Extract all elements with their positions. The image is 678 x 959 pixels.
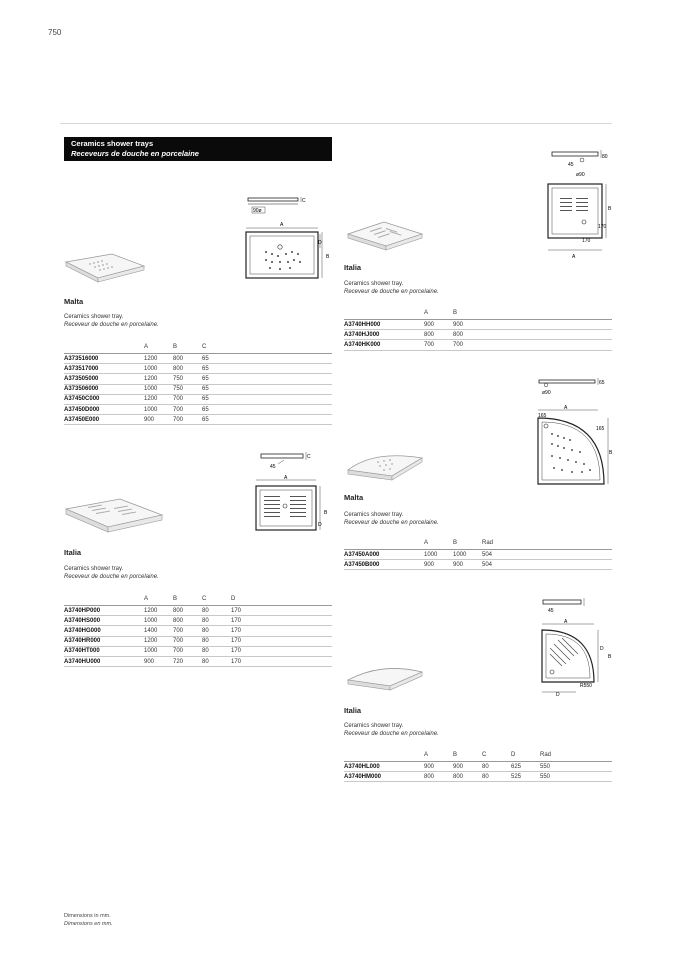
malta-quadrant-side-profile bbox=[536, 376, 610, 398]
dimension-value: 504 bbox=[482, 550, 511, 560]
description-en: Ceramics shower tray. bbox=[344, 723, 404, 729]
dimension-value: 900 bbox=[424, 762, 453, 772]
italia-quadrant-dim-a: A bbox=[564, 619, 568, 625]
italia-square-dim-angle: 45 bbox=[568, 162, 574, 168]
italia-square-dim-b: B bbox=[608, 206, 612, 212]
malta-top-drawing bbox=[240, 220, 338, 282]
table-header-row bbox=[64, 593, 332, 606]
dimension-value: 80 bbox=[482, 772, 511, 782]
footer-note bbox=[64, 913, 113, 928]
dimension-value: 900 bbox=[144, 415, 173, 425]
dimension-value: 1400 bbox=[144, 626, 173, 636]
dimension-value: 800 bbox=[173, 354, 202, 364]
malta-tray-photo bbox=[62, 250, 147, 285]
dimension-value: 900 bbox=[453, 320, 482, 330]
malta-quadrant-top-drawing bbox=[532, 404, 614, 490]
italia-tray-photo bbox=[62, 495, 166, 537]
dimension-value: 1000 bbox=[424, 550, 453, 560]
column-header bbox=[344, 307, 424, 320]
malta-side-profile bbox=[245, 194, 307, 216]
column-header bbox=[344, 749, 424, 762]
dimension-value: 800 bbox=[173, 616, 202, 626]
product-code: A373505000 bbox=[64, 374, 144, 384]
product-code: A37450A000 bbox=[344, 550, 424, 560]
product-name: Malta bbox=[64, 297, 84, 306]
malta-quadrant-dim-d2: 165 bbox=[596, 426, 605, 432]
italia-dim-b: B bbox=[324, 510, 328, 516]
product-code: A3740HJ000 bbox=[344, 330, 424, 340]
description-en: Ceramics shower tray. bbox=[344, 281, 404, 287]
dimension-value: 525 bbox=[511, 772, 540, 782]
product-code: A37450C000 bbox=[64, 394, 144, 404]
product-code: A3740HP000 bbox=[64, 606, 144, 616]
italia-quadrant-photo bbox=[344, 662, 426, 692]
dimension-value: 80 bbox=[202, 646, 231, 656]
product-code: A3740HT000 bbox=[64, 646, 144, 656]
italia-quadrant-dim-angle: 45 bbox=[548, 608, 554, 614]
italia-square-dim-h: 80 bbox=[602, 154, 608, 160]
column-header: D bbox=[511, 752, 516, 758]
italia-square-dim-a: A bbox=[572, 254, 576, 260]
dimension-value: 170 bbox=[231, 626, 260, 636]
dimension-value: 700 bbox=[173, 646, 202, 656]
dimension-value: 750 bbox=[173, 374, 202, 384]
table-row bbox=[64, 384, 332, 394]
dimension-value: 1000 bbox=[144, 364, 173, 374]
dimension-value: 1000 bbox=[144, 616, 173, 626]
table-row bbox=[64, 374, 332, 384]
product-code: A3740HR000 bbox=[64, 636, 144, 646]
dimension-value: 700 bbox=[173, 394, 202, 404]
dimension-value: 170 bbox=[231, 636, 260, 646]
italia-dim-d: D bbox=[318, 522, 322, 528]
description-en: Ceramics shower tray. bbox=[64, 566, 124, 572]
malta-quadrant-photo bbox=[344, 448, 426, 482]
dimension-value: 900 bbox=[453, 762, 482, 772]
table-header-row bbox=[344, 307, 612, 320]
dimension-value: 1000 bbox=[144, 404, 173, 414]
dimension-value: 625 bbox=[511, 762, 540, 772]
product-code: A3740HG000 bbox=[64, 626, 144, 636]
column-header: A bbox=[424, 752, 429, 758]
italia-dim-angle: 45 bbox=[270, 464, 276, 470]
italia-quadrant-dim-d: D bbox=[600, 646, 604, 652]
dimension-value: 80 bbox=[482, 762, 511, 772]
column-header: C bbox=[482, 752, 487, 758]
product-description bbox=[344, 511, 439, 527]
column-header: B bbox=[453, 310, 458, 316]
product-code: A3740HL000 bbox=[344, 762, 424, 772]
column-header: D bbox=[231, 596, 236, 602]
dimension-value: 504 bbox=[482, 560, 511, 570]
description-fr: Receveur de douche en porcelaine. bbox=[64, 322, 159, 328]
spec-table-malta bbox=[64, 341, 332, 425]
dimension-value: 65 bbox=[202, 394, 231, 404]
table-row bbox=[64, 394, 332, 404]
italia-quadrant-dim-b: B bbox=[608, 654, 612, 660]
product-name: Italia bbox=[344, 706, 362, 715]
description-fr: Receveur de douche en porcelaine. bbox=[344, 289, 439, 295]
dimension-value: 720 bbox=[173, 656, 202, 666]
table-row bbox=[64, 646, 332, 656]
dimension-value: 550 bbox=[540, 772, 569, 782]
dimension-value: 800 bbox=[424, 772, 453, 782]
dimension-value: 80 bbox=[202, 606, 231, 616]
malta-quadrant-dim-d1: 165 bbox=[538, 413, 547, 419]
table-header-row bbox=[344, 749, 612, 762]
italia-square-dim-dia: ø90 bbox=[576, 172, 585, 178]
footer-en: Dimensions in mm. bbox=[64, 913, 111, 919]
dimension-value: 750 bbox=[173, 384, 202, 394]
column-header bbox=[64, 593, 144, 606]
table-row bbox=[64, 626, 332, 636]
italia-quadrant-dim-r: R550 bbox=[580, 683, 592, 689]
product-name: Italia bbox=[64, 548, 82, 557]
table-row bbox=[64, 656, 332, 666]
dimension-value: 65 bbox=[202, 384, 231, 394]
table-row bbox=[64, 415, 332, 425]
italia-quadrant-side-profile bbox=[540, 596, 592, 616]
dimension-value: 550 bbox=[540, 762, 569, 772]
column-header bbox=[344, 537, 424, 550]
product-name: Malta bbox=[344, 493, 364, 502]
dimension-value: 65 bbox=[202, 374, 231, 384]
dimension-value: 900 bbox=[144, 656, 173, 666]
footer-fr: Dimensions en mm. bbox=[64, 920, 113, 927]
dimension-value: 170 bbox=[231, 646, 260, 656]
malta-quadrant-dim-dia: ø90 bbox=[542, 390, 551, 396]
column-header: A bbox=[424, 540, 429, 546]
column-header: B bbox=[453, 540, 458, 546]
dimension-value: 65 bbox=[202, 415, 231, 425]
table-row bbox=[64, 354, 332, 364]
product-code: A3740HU000 bbox=[64, 656, 144, 666]
section-title-fr: Receveurs de douche en porcelaine bbox=[71, 149, 199, 158]
italia-square-dim-d1: 170 bbox=[598, 224, 607, 230]
dimension-value: 170 bbox=[231, 656, 260, 666]
column-header: B bbox=[173, 596, 178, 602]
table-row bbox=[344, 550, 612, 560]
spec-table-italia-square bbox=[344, 307, 612, 351]
description-en: Ceramics shower tray. bbox=[64, 314, 124, 320]
dimension-value: 1000 bbox=[453, 550, 482, 560]
malta-dim-d: D bbox=[318, 240, 322, 246]
header-rule bbox=[60, 123, 612, 124]
table-row bbox=[344, 330, 612, 340]
italia-side-profile bbox=[258, 448, 320, 474]
column-header: A bbox=[144, 596, 149, 602]
italia-dim-a: A bbox=[284, 475, 288, 481]
dimension-value: 700 bbox=[424, 340, 453, 350]
dimension-value: 80 bbox=[202, 616, 231, 626]
dimension-value: 800 bbox=[173, 364, 202, 374]
italia-quadrant-dim-d2: D bbox=[556, 692, 560, 698]
italia-square-side-profile bbox=[548, 146, 614, 180]
malta-quadrant-dim-h: 65 bbox=[599, 380, 605, 386]
dimension-value: 800 bbox=[424, 330, 453, 340]
malta-quadrant-dim-b: B bbox=[609, 450, 613, 456]
column-header: Rad bbox=[482, 540, 494, 546]
dimension-value: 1200 bbox=[144, 354, 173, 364]
column-header: B bbox=[453, 752, 458, 758]
spec-table-malta-quadrant bbox=[344, 537, 612, 570]
dimension-value: 1000 bbox=[144, 646, 173, 656]
product-description bbox=[344, 280, 439, 296]
dimension-value: 170 bbox=[231, 616, 260, 626]
italia-square-photo bbox=[344, 218, 426, 252]
column-header: A bbox=[424, 310, 429, 316]
product-description bbox=[64, 313, 159, 329]
table-row bbox=[344, 320, 612, 330]
dimension-value: 800 bbox=[173, 606, 202, 616]
malta-dim-dia: 90ø bbox=[253, 208, 262, 214]
italia-square-dim-d2: 170 bbox=[582, 238, 591, 244]
dimension-value: 80 bbox=[202, 656, 231, 666]
dimension-value: 700 bbox=[173, 636, 202, 646]
dimension-value: 900 bbox=[453, 560, 482, 570]
italia-dim-c: C bbox=[307, 454, 311, 460]
table-row bbox=[344, 560, 612, 570]
spec-table-italia-quadrant bbox=[344, 749, 612, 782]
product-description bbox=[344, 722, 439, 738]
italia-top-drawing bbox=[252, 474, 334, 534]
malta-dim-c: C bbox=[302, 198, 306, 204]
column-header: C bbox=[202, 344, 207, 350]
product-code: A3740HH000 bbox=[344, 320, 424, 330]
dimension-value: 65 bbox=[202, 404, 231, 414]
dimension-value: 700 bbox=[173, 415, 202, 425]
dimension-value: 700 bbox=[173, 404, 202, 414]
description-fr: Receveur de douche en porcelaine. bbox=[344, 520, 439, 526]
malta-dim-b: B bbox=[326, 254, 330, 260]
product-code: A3740HS000 bbox=[64, 616, 144, 626]
product-code: A37450B000 bbox=[344, 560, 424, 570]
product-code: A373506000 bbox=[64, 384, 144, 394]
table-row bbox=[64, 636, 332, 646]
column-header: C bbox=[202, 596, 207, 602]
dimension-value: 65 bbox=[202, 364, 231, 374]
dimension-value: 800 bbox=[453, 772, 482, 782]
column-header: Rad bbox=[540, 752, 552, 758]
product-description bbox=[64, 565, 159, 581]
dimension-value: 1200 bbox=[144, 394, 173, 404]
italia-quadrant-top-drawing bbox=[536, 618, 618, 710]
table-row bbox=[64, 404, 332, 414]
product-code: A37450D000 bbox=[64, 404, 144, 414]
italia-square-top-drawing bbox=[542, 180, 618, 264]
dimension-value: 900 bbox=[424, 320, 453, 330]
table-row bbox=[64, 364, 332, 374]
dimension-value: 700 bbox=[453, 340, 482, 350]
table-header-row bbox=[64, 341, 332, 354]
malta-quadrant-dim-a: A bbox=[564, 405, 568, 411]
column-header: B bbox=[173, 344, 178, 350]
dimension-value: 900 bbox=[424, 560, 453, 570]
description-fr: Receveur de douche en porcelaine. bbox=[64, 574, 159, 580]
table-row bbox=[344, 762, 612, 772]
spec-table-italia bbox=[64, 593, 332, 667]
table-row bbox=[344, 772, 612, 782]
dimension-value: 1000 bbox=[144, 384, 173, 394]
dimension-value: 1200 bbox=[144, 374, 173, 384]
product-code: A3740HK000 bbox=[344, 340, 424, 350]
product-code: A3740HM000 bbox=[344, 772, 424, 782]
dimension-value: 80 bbox=[202, 636, 231, 646]
column-header: A bbox=[144, 344, 149, 350]
table-row bbox=[64, 616, 332, 626]
product-code: A37450E000 bbox=[64, 415, 144, 425]
dimension-value: 800 bbox=[453, 330, 482, 340]
dimension-value: 700 bbox=[173, 626, 202, 636]
dimension-value: 1200 bbox=[144, 636, 173, 646]
page-number: 750 bbox=[48, 28, 62, 37]
table-row bbox=[344, 340, 612, 350]
product-name: Italia bbox=[344, 263, 362, 272]
table-header-row bbox=[344, 537, 612, 550]
section-title-en: Ceramics shower trays bbox=[71, 139, 154, 148]
description-fr: Receveur de douche en porcelaine. bbox=[344, 731, 439, 737]
dimension-value: 170 bbox=[231, 606, 260, 616]
product-code: A373516000 bbox=[64, 354, 144, 364]
table-row bbox=[64, 606, 332, 616]
dimension-value: 80 bbox=[202, 626, 231, 636]
column-header bbox=[64, 341, 144, 354]
malta-dim-a: A bbox=[280, 222, 284, 228]
description-en: Ceramics shower tray. bbox=[344, 512, 404, 518]
dimension-value: 65 bbox=[202, 354, 231, 364]
dimension-value: 1200 bbox=[144, 606, 173, 616]
product-code: A373517000 bbox=[64, 364, 144, 374]
section-banner bbox=[64, 137, 332, 161]
